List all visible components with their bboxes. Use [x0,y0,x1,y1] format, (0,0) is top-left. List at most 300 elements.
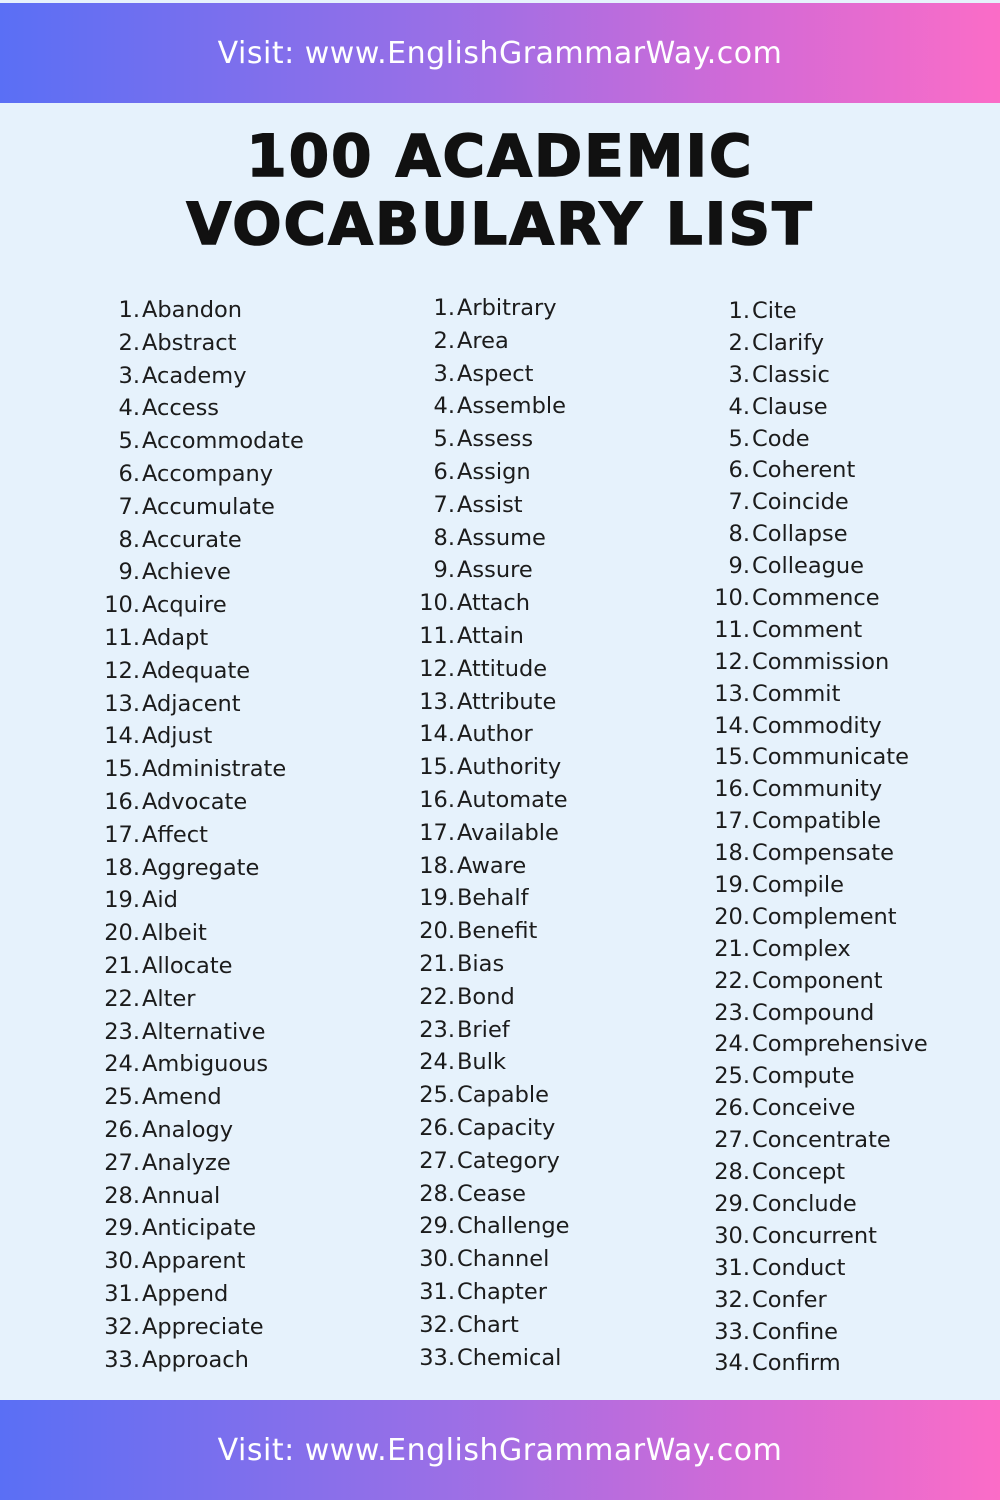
vocab-item [680,742,928,774]
vocab-item [70,327,304,360]
vocab-item-word: Aggregate [142,854,260,881]
vocab-item-number: 19. [419,885,455,912]
vocab-item-word: Complex [752,935,851,962]
vocab-item [385,1309,570,1342]
vocab-item-word: Affect [142,821,208,848]
vocab-item-word: Acquire [142,592,227,619]
vocab-item [680,1061,928,1093]
vocab-item-word: Assign [457,458,531,485]
vocab-item [385,882,570,915]
vocab-item [385,1046,570,1079]
vocab-item-number: 33. [419,1344,455,1371]
vocab-item [680,392,928,424]
vocab-item-number: 11. [419,622,455,649]
vocab-item-word: Channel [457,1246,550,1273]
vocab-item-number: 25. [419,1082,455,1109]
vocab-item-word: Cease [457,1180,526,1207]
vocab-item [385,1342,570,1375]
vocab-item-number: 8. [118,526,140,553]
vocab-item [680,455,928,487]
vocab-item-word: Allocate [142,952,233,979]
vocab-item-number: 14. [714,712,750,739]
vocab-item-number: 21. [714,935,750,962]
vocab-item-number: 3. [118,362,140,389]
vocab-item-number: 16. [714,776,750,803]
vocab-item-word: Adapt [142,624,209,651]
vocab-item-word: Authority [457,754,562,781]
vocab-item-word: Assure [457,557,533,584]
vocab-item-word: Arbitrary [457,295,557,321]
vocab-item [70,688,304,721]
vocab-item-number: 30. [104,1248,140,1275]
vocab-item-word: Compensate [752,840,894,867]
vocab-item-number: 33. [104,1346,140,1373]
vocab-item-word: Area [457,327,509,354]
vocab-item-word: Anticipate [142,1215,257,1242]
vocab-item [70,1180,304,1213]
vocab-item [680,328,928,360]
vocab-item [385,686,570,719]
vocab-item-word: Advocate [142,788,248,815]
vocab-item-number: 10. [419,590,455,617]
vocab-item-number: 13. [714,680,750,707]
vocab-item [70,819,304,852]
vocab-item-word: Author [457,721,533,748]
header-banner [0,3,1000,103]
vocab-item [385,850,570,883]
vocab-item [70,753,304,786]
vocab-item [680,487,928,519]
vocab-item-word: Appreciate [142,1313,264,1340]
vocab-item [70,589,304,622]
vocab-item-word: Assist [457,491,523,518]
vocab-item [385,1276,570,1309]
vocab-item [385,390,570,423]
vocab-item [680,615,928,647]
vocab-item [680,711,928,743]
vocab-item-word: Administrate [142,756,287,783]
vocab-item-word: Adjust [142,723,213,750]
vocab-item-word: Compatible [752,808,881,835]
vocab-item-word: Capable [457,1082,549,1109]
vocab-item-word: Capacity [457,1114,556,1141]
vocab-item-word: Category [457,1147,560,1174]
vocab-item [385,981,570,1014]
title-line-2: VOCABULARY LIST [186,190,814,258]
vocab-item-word: Accurate [142,526,242,553]
vocab-item-word: Bulk [457,1049,506,1076]
vocab-item [70,491,304,524]
vocab-item-number: 25. [714,1063,750,1090]
vocab-item-word: Assemble [457,393,566,420]
footer-banner [0,1400,1000,1500]
vocab-item-number: 5. [728,425,750,452]
vocab-item-number: 1. [728,298,750,324]
vocab-item-word: Automate [457,786,568,813]
vocab-item-word: Chapter [457,1278,547,1305]
vocab-item-word: Community [752,776,883,803]
vocab-item-word: Code [752,425,810,452]
vocab-item-word: Compute [752,1063,855,1090]
vocab-item-word: Aid [142,887,178,914]
vocab-item-number: 10. [714,585,750,612]
vocab-item-number: 14. [104,723,140,750]
vocab-item-word: Approach [142,1346,249,1373]
vocab-item-number: 3. [728,361,750,388]
vocab-item-number: 19. [104,887,140,914]
vocab-item-number: 14. [419,721,455,748]
vocab-item-number: 5. [118,428,140,455]
vocab-item-word: Accommodate [142,428,304,455]
vocab-item-number: 13. [419,688,455,715]
vocab-item-word: Comprehensive [752,1031,928,1058]
vocab-item-number: 12. [714,648,750,675]
vocab-item-number: 4. [118,395,140,422]
vocab-item-number: 28. [714,1159,750,1186]
vocab-item [70,786,304,819]
vocab-item-word: Adequate [142,657,251,684]
vocab-item-word: Behalf [457,885,529,912]
vocab-item-word: Alter [142,985,196,1012]
vocab-item [680,647,928,679]
vocab-item-word: Confirm [752,1350,841,1377]
vocab-item-number: 27. [714,1127,750,1154]
vocab-item [70,622,304,655]
vocab-item [680,806,928,838]
vocab-item [680,1093,928,1125]
vocab-item [70,1081,304,1114]
vocab-item-number: 28. [419,1180,455,1207]
vocab-item-number: 26. [419,1114,455,1141]
vocab-item [385,325,570,358]
vocab-item [385,522,570,555]
vocab-item-word: Concurrent [752,1222,877,1249]
vocab-item-number: 8. [433,524,455,551]
vocab-item-word: Analyze [142,1149,231,1176]
vocab-item-number: 27. [419,1147,455,1174]
vocab-item-number: 31. [419,1278,455,1305]
vocab-item [70,1147,304,1180]
vocab-item-number: 8. [728,521,750,548]
vocab-item [70,655,304,688]
vocab-item-word: Confine [752,1318,839,1345]
vocab-item [70,1344,304,1377]
vocab-item-word: Confer [752,1286,827,1313]
vocab-item-number: 7. [433,491,455,518]
vocab-item-number: 13. [104,690,140,717]
vocab-item [385,751,570,784]
vocab-item-number: 15. [714,744,750,771]
vocab-item [385,817,570,850]
footer-visit-text: Visit: www.EnglishGrammarWay.com [217,1432,783,1468]
vocab-column-2 [385,292,570,1374]
vocab-item-word: Commodity [752,712,882,739]
vocab-item-word: Clause [752,393,828,420]
vocab-item [385,784,570,817]
vocab-item-word: Conduct [752,1254,846,1281]
vocab-item-number: 16. [419,786,455,813]
vocab-item-number: 4. [433,393,455,420]
vocab-item-word: Challenge [457,1213,570,1240]
vocab-item-number: 27. [104,1149,140,1176]
vocab-item [385,456,570,489]
vocab-item-number: 34. [714,1350,750,1377]
vocab-item [680,966,928,998]
vocab-item [680,1285,928,1317]
vocab-item-word: Attitude [457,655,548,682]
vocab-item-word: Accompany [142,460,274,487]
vocab-item [680,1157,928,1189]
vocab-item [680,1317,928,1349]
vocab-item [385,1079,570,1112]
vocab-item-number: 19. [714,872,750,899]
vocab-item-word: Assume [457,524,546,551]
vocab-item [70,556,304,589]
vocab-item-word: Conclude [752,1190,857,1217]
vocab-item [70,884,304,917]
vocab-item-number: 23. [714,999,750,1026]
vocab-item [385,948,570,981]
vocab-item-number: 30. [419,1246,455,1273]
vocab-item-word: Commit [752,680,841,707]
vocab-item-word: Benefit [457,918,538,945]
vocab-item-word: Annual [142,1182,221,1209]
vocab-item [70,917,304,950]
vocab-item-number: 6. [433,458,455,485]
vocab-item-word: Complement [752,903,897,930]
vocab-item-number: 17. [714,808,750,835]
vocab-item-number: 22. [104,985,140,1012]
vocab-item-number: 6. [118,460,140,487]
vocab-item-word: Apparent [142,1248,246,1275]
vocab-item-word: Comment [752,616,863,643]
page-title [0,122,1000,258]
vocab-item [680,296,928,328]
vocab-item-number: 23. [419,1016,455,1043]
vocab-item-word: Analogy [142,1116,234,1143]
vocab-item-number: 18. [419,852,455,879]
vocab-item-number: 17. [104,821,140,848]
vocab-item-word: Communicate [752,744,909,771]
vocab-item-number: 1. [433,295,455,321]
vocab-item-number: 22. [419,983,455,1010]
vocab-item [680,1253,928,1285]
vocab-item-word: Access [142,395,220,422]
vocab-item-word: Commence [752,585,880,612]
vocab-item-word: Abandon [142,297,243,323]
vocab-item-word: Attribute [457,688,557,715]
vocab-item [385,1112,570,1145]
vocab-item-number: 25. [104,1084,140,1111]
vocab-item-number: 29. [714,1190,750,1217]
vocab-item-number: 2. [728,329,750,356]
vocab-item-word: Abstract [142,329,237,356]
vocab-item-number: 32. [419,1311,455,1338]
vocab-item [70,720,304,753]
vocab-item-word: Adjacent [142,690,241,717]
vocab-item-number: 4. [728,393,750,420]
vocab-item [385,1145,570,1178]
vocab-item [70,983,304,1016]
vocab-item [70,458,304,491]
vocab-item-number: 24. [714,1031,750,1058]
vocab-item-number: 1. [118,297,140,323]
vocab-item [385,1210,570,1243]
vocab-item-number: 17. [419,819,455,846]
vocab-item-number: 29. [419,1213,455,1240]
vocab-item-word: Coincide [752,489,849,516]
vocab-item [70,524,304,557]
vocab-item [70,392,304,425]
vocab-item [680,583,928,615]
vocab-item [70,360,304,393]
vocab-item-number: 26. [104,1116,140,1143]
vocab-item-word: Brief [457,1016,510,1043]
vocab-item-word: Coherent [752,457,856,484]
vocab-item-number: 7. [118,493,140,520]
header-visit-text: Visit: www.EnglishGrammarWay.com [217,35,783,71]
vocab-item [680,870,928,902]
vocab-item-number: 2. [118,329,140,356]
vocab-item [70,1245,304,1278]
vocab-item [385,292,570,325]
vocab-item [680,519,928,551]
vocab-item [70,852,304,885]
vocab-item-word: Concentrate [752,1127,891,1154]
vocab-item-word: Attach [457,590,531,617]
vocab-item [385,620,570,653]
vocab-item-word: Classic [752,361,830,388]
vocab-item [680,1348,928,1380]
vocab-item-number: 6. [728,457,750,484]
vocab-item-word: Aware [457,852,527,879]
vocab-item-number: 10. [104,592,140,619]
vocab-item-word: Achieve [142,559,231,586]
vocab-item-number: 9. [728,553,750,580]
vocab-item-number: 30. [714,1222,750,1249]
vocab-item-number: 24. [104,1051,140,1078]
vocab-item [680,1221,928,1253]
vocab-item-number: 32. [104,1313,140,1340]
vocab-item [680,998,928,1030]
vocab-item-number: 18. [714,840,750,867]
vocab-item-word: Bond [457,983,515,1010]
vocab-item [680,551,928,583]
vocab-item-word: Compile [752,872,845,899]
vocab-item-number: 28. [104,1182,140,1209]
vocab-item-number: 15. [419,754,455,781]
vocab-item-number: 31. [104,1280,140,1307]
vocab-item-word: Chart [457,1311,519,1338]
vocab-item [385,489,570,522]
vocab-item-word: Conceive [752,1095,856,1122]
vocab-item-number: 26. [714,1095,750,1122]
vocab-item-number: 5. [433,426,455,453]
vocab-item-number: 3. [433,360,455,387]
vocab-item-number: 11. [104,624,140,651]
vocab-item [70,1016,304,1049]
vocab-item [680,1125,928,1157]
vocab-item-word: Ambiguous [142,1051,269,1078]
vocab-item [680,679,928,711]
vocab-item-word: Bias [457,950,505,977]
vocab-column-1 [70,294,304,1376]
vocab-item-number: 31. [714,1254,750,1281]
vocab-item [385,554,570,587]
vocab-item [70,1212,304,1245]
vocab-item-word: Colleague [752,553,864,580]
vocab-item [680,424,928,456]
vocab-item-number: 15. [104,756,140,783]
vocab-item-number: 21. [419,950,455,977]
vocab-item-word: Clarify [752,329,825,356]
vocab-item-word: Attain [457,622,524,649]
vocab-item-number: 33. [714,1318,750,1345]
vocab-item-number: 11. [714,616,750,643]
vocab-item [680,934,928,966]
vocab-item [385,915,570,948]
vocab-item-word: Concept [752,1159,846,1186]
vocab-item-number: 7. [728,489,750,516]
vocab-item [70,425,304,458]
vocab-item-number: 22. [714,967,750,994]
vocab-item-word: Aspect [457,360,534,387]
vocab-item-number: 9. [118,559,140,586]
vocab-column-3 [680,296,928,1380]
vocab-item-number: 21. [104,952,140,979]
vocab-item [385,358,570,391]
vocab-item-number: 12. [419,655,455,682]
vocab-item [680,838,928,870]
vocab-item-number: 20. [419,918,455,945]
title-line-1: 100 ACADEMIC [246,122,754,190]
vocab-item [385,718,570,751]
vocab-item-number: 16. [104,788,140,815]
vocab-item-number: 2. [433,327,455,354]
vocab-item-word: Amend [142,1084,222,1111]
vocab-item [385,1243,570,1276]
vocab-item-number: 9. [433,557,455,584]
vocab-item-word: Assess [457,426,534,453]
vocab-item-word: Alternative [142,1018,266,1045]
vocab-item [70,294,304,327]
vocab-item-number: 20. [714,903,750,930]
vocab-item-number: 20. [104,920,140,947]
vocab-item-word: Academy [142,362,247,389]
vocab-item-word: Commission [752,648,890,675]
vocab-item [385,587,570,620]
vocab-item [70,1278,304,1311]
vocab-item [70,950,304,983]
vocab-item-word: Compound [752,999,875,1026]
vocab-item [385,423,570,456]
vocab-item-word: Chemical [457,1344,562,1371]
vocab-item [680,774,928,806]
vocab-item [680,1189,928,1221]
vocab-item [680,902,928,934]
vocab-item [680,360,928,392]
vocab-item-number: 32. [714,1286,750,1313]
vocab-item [70,1114,304,1147]
vocab-item [385,1014,570,1047]
vocab-item [680,1029,928,1061]
vocab-item [70,1311,304,1344]
vocab-item [385,653,570,686]
vocab-item-word: Cite [752,298,797,324]
vocab-item-word: Accumulate [142,493,275,520]
vocab-item-number: 29. [104,1215,140,1242]
vocab-item-word: Available [457,819,559,846]
